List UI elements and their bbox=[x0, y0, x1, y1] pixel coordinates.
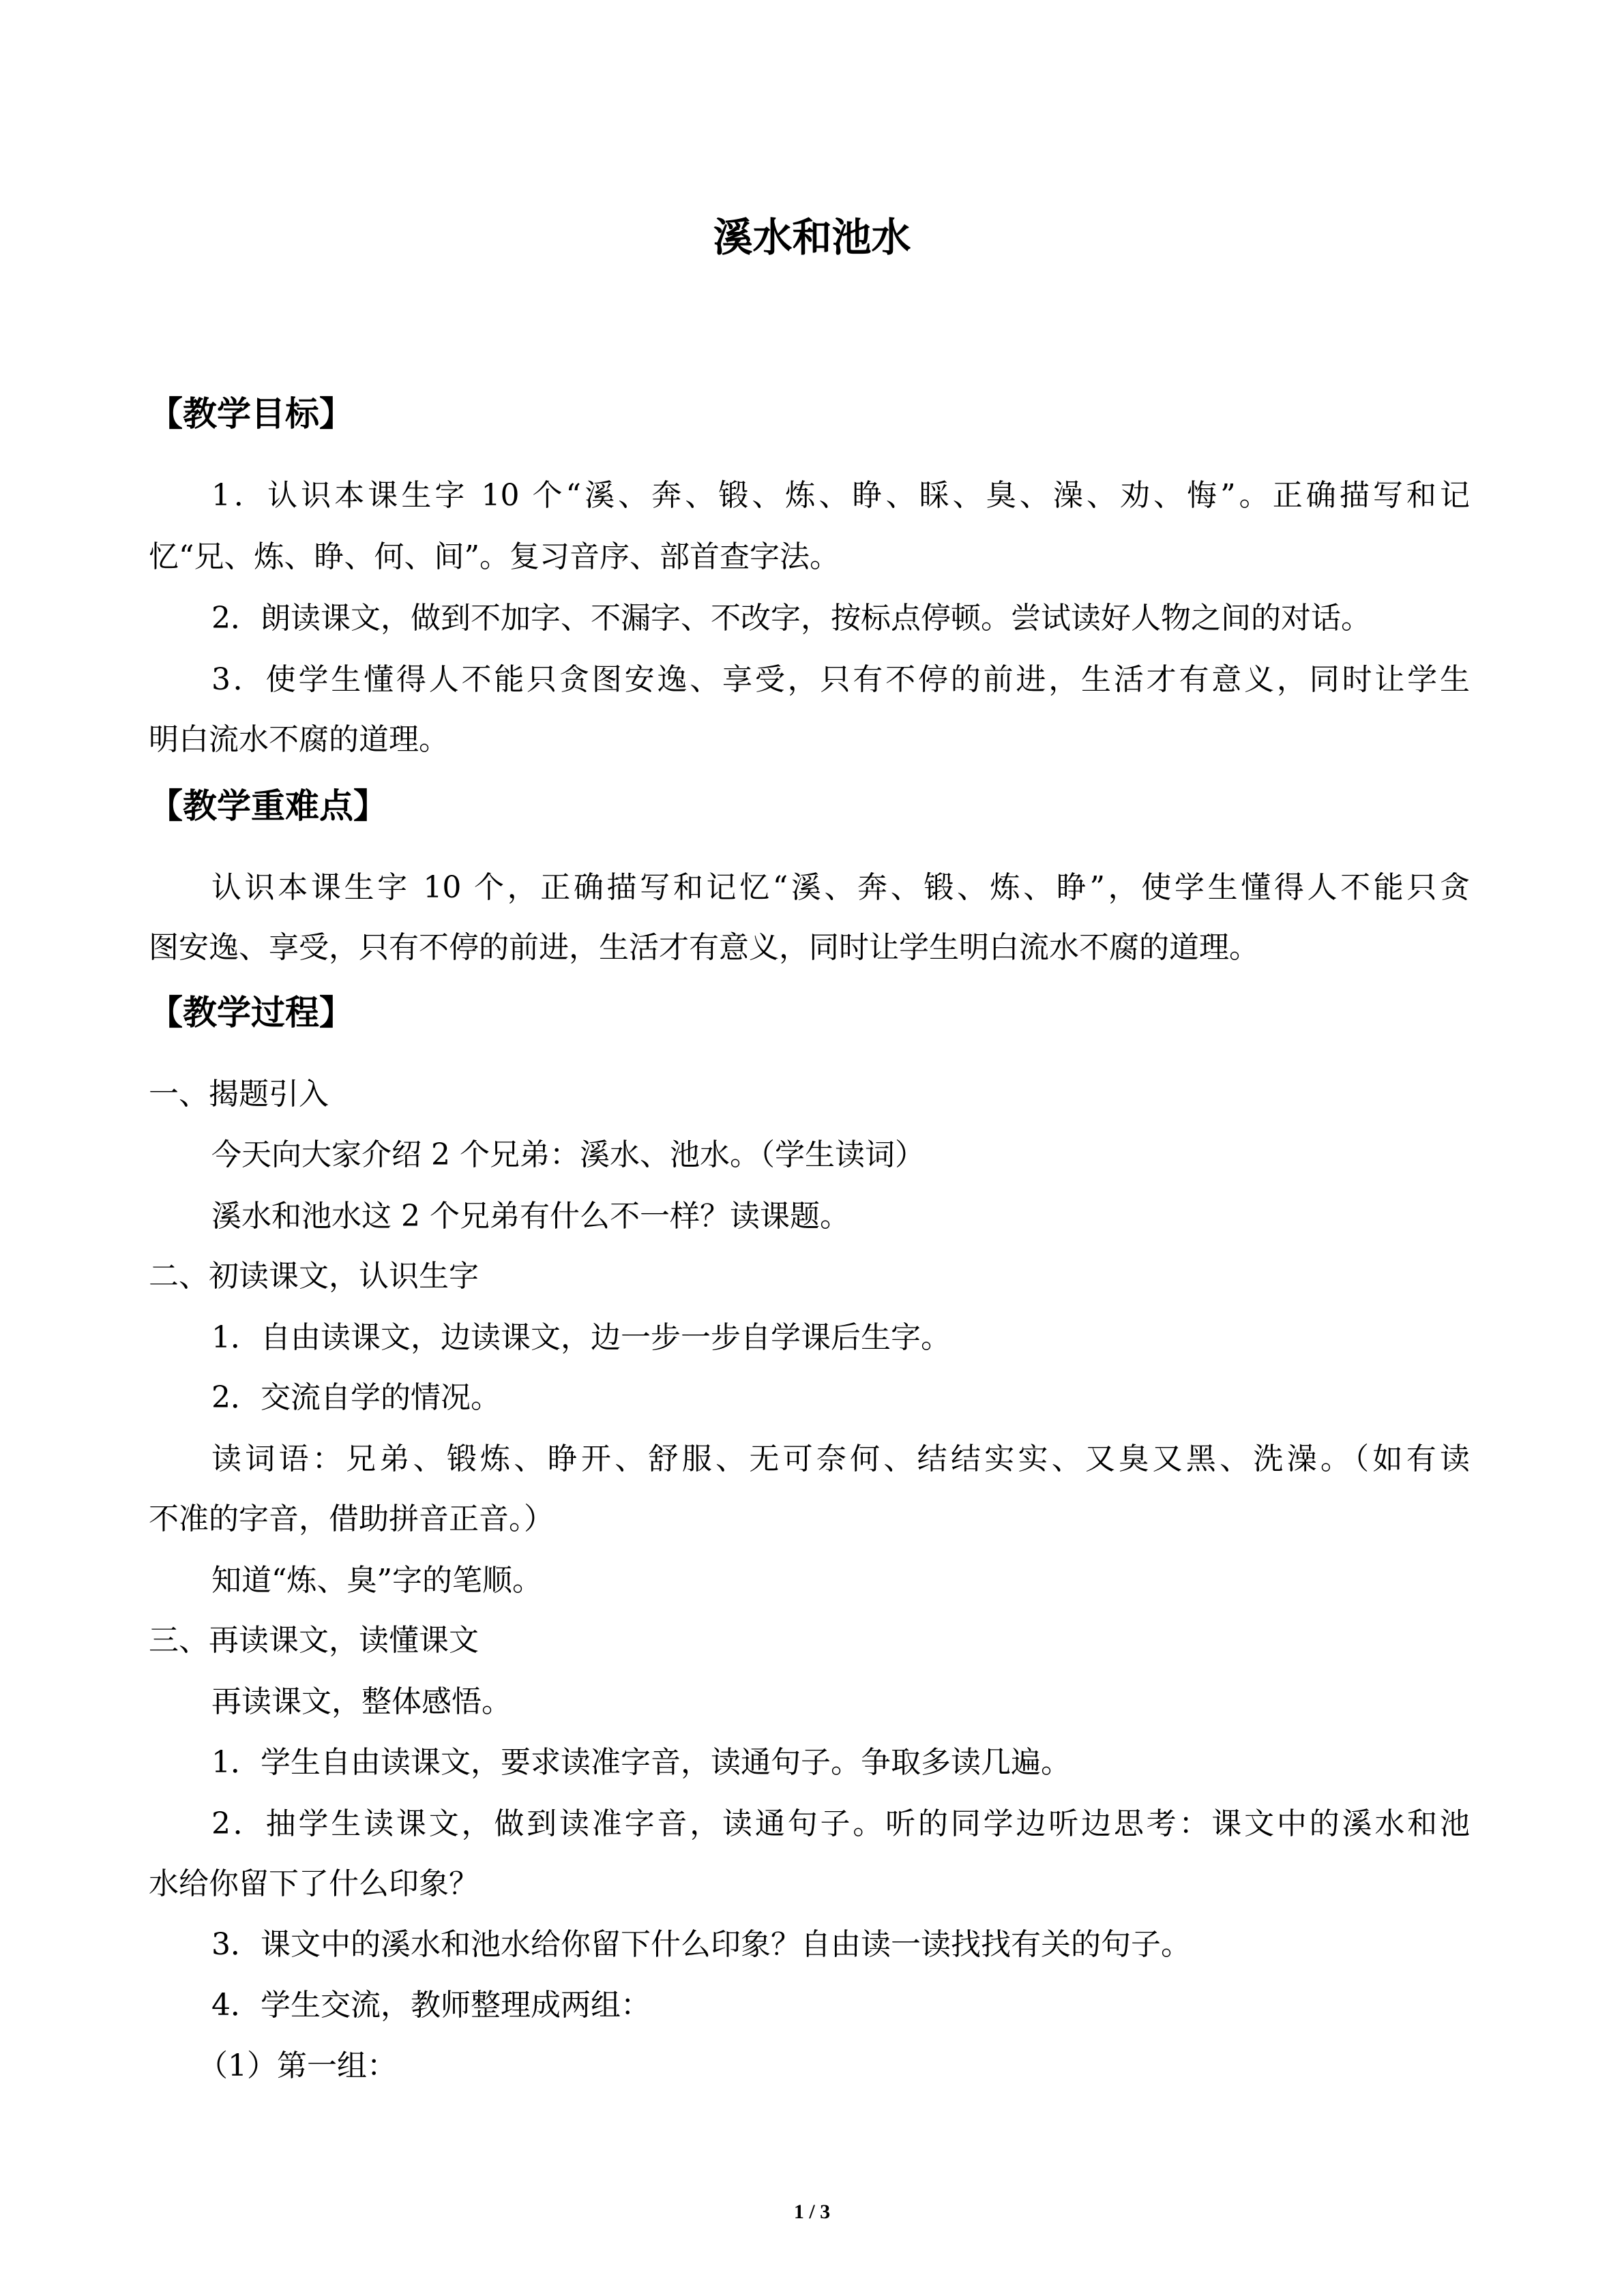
process-s2-line-4: 知道“炼、臭”字的笔顺。 bbox=[211, 1563, 542, 1598]
section-heading-objectives: 【教学目标】 bbox=[149, 394, 353, 434]
process-s3-line-2: 1．学生自由读课文，要求读准字音，读通句子。争取多读几遍。 bbox=[211, 1745, 1071, 1780]
process-s3-line-4: 3．课文中的溪水和池水给你留下什么印象？自由读一读找找有关的句子。 bbox=[211, 1927, 1191, 1962]
key-points-line-2: 图安逸、享受，只有不停的前进，生活才有意义，同时让学生明白流水不腐的道理。 bbox=[149, 930, 1259, 965]
process-s3-line-3b: 水给你留下了什么印象？ bbox=[149, 1866, 479, 1901]
objectives-item-2: 2．朗读课文，做到不加字、不漏字、不改字，按标点停顿。尝试读好人物之间的对话。 bbox=[211, 601, 1371, 636]
process-subheading-2: 二、初读课文，认识生字 bbox=[149, 1259, 479, 1294]
page-number: 1 / 3 bbox=[793, 2201, 831, 2223]
objectives-item-3-line-1: 3．使学生懂得人不能只贪图安逸、享受，只有不停的前进，生活才有意义，同时让学生 bbox=[211, 662, 1470, 697]
process-subheading-1: 一、揭题引入 bbox=[149, 1077, 329, 1112]
process-s2-line-3b: 不准的字音，借助拼音正音。） bbox=[149, 1502, 554, 1536]
objectives-item-1-line-2: 忆“兄、炼、睁、何、间”。复习音序、部首查字法。 bbox=[149, 539, 840, 574]
process-s3-line-6: （1）第一组： bbox=[198, 2048, 397, 2083]
process-s2-line-3a: 读词语：兄弟、锻炼、睁开、舒服、无可奈何、结结实实、又臭又黑、洗澡。（如有读 bbox=[211, 1442, 1470, 1476]
objectives-item-1-line-1: 1．认识本课生字 10 个“溪、奔、锻、炼、睁、睬、臭、澡、劝、悔”。正确描写和记 bbox=[211, 478, 1470, 513]
document-title: 溪水和池水 bbox=[713, 214, 911, 260]
key-points-line-1: 认识本课生字 10 个，正确描写和记忆“溪、奔、锻、炼、睁”，使学生懂得人不能只贪 bbox=[211, 870, 1470, 905]
process-subheading-3: 三、再读课文，读懂课文 bbox=[149, 1623, 479, 1658]
objectives-item-3-line-2: 明白流水不腐的道理。 bbox=[149, 722, 449, 757]
process-s1-line-2: 溪水和池水这 2 个兄弟有什么不一样？读课题。 bbox=[211, 1199, 850, 1234]
process-s3-line-3a: 2．抽学生读课文，做到读准字音，读通句子。听的同学边听边思考：课文中的溪水和池 bbox=[211, 1806, 1470, 1841]
section-heading-process: 【教学过程】 bbox=[149, 993, 353, 1032]
section-heading-key-points: 【教学重难点】 bbox=[149, 786, 387, 826]
process-s3-line-5: 4．学生交流，教师整理成两组： bbox=[211, 1988, 651, 2023]
process-s2-line-1: 1．自由读课文，边读课文，边一步一步自学课后生字。 bbox=[211, 1320, 951, 1355]
process-s2-line-2: 2．交流自学的情况。 bbox=[211, 1380, 501, 1415]
process-s3-line-1: 再读课文，整体感悟。 bbox=[211, 1684, 512, 1719]
process-s1-line-1: 今天向大家介绍 2 个兄弟：溪水、池水。（学生读词） bbox=[211, 1137, 925, 1172]
